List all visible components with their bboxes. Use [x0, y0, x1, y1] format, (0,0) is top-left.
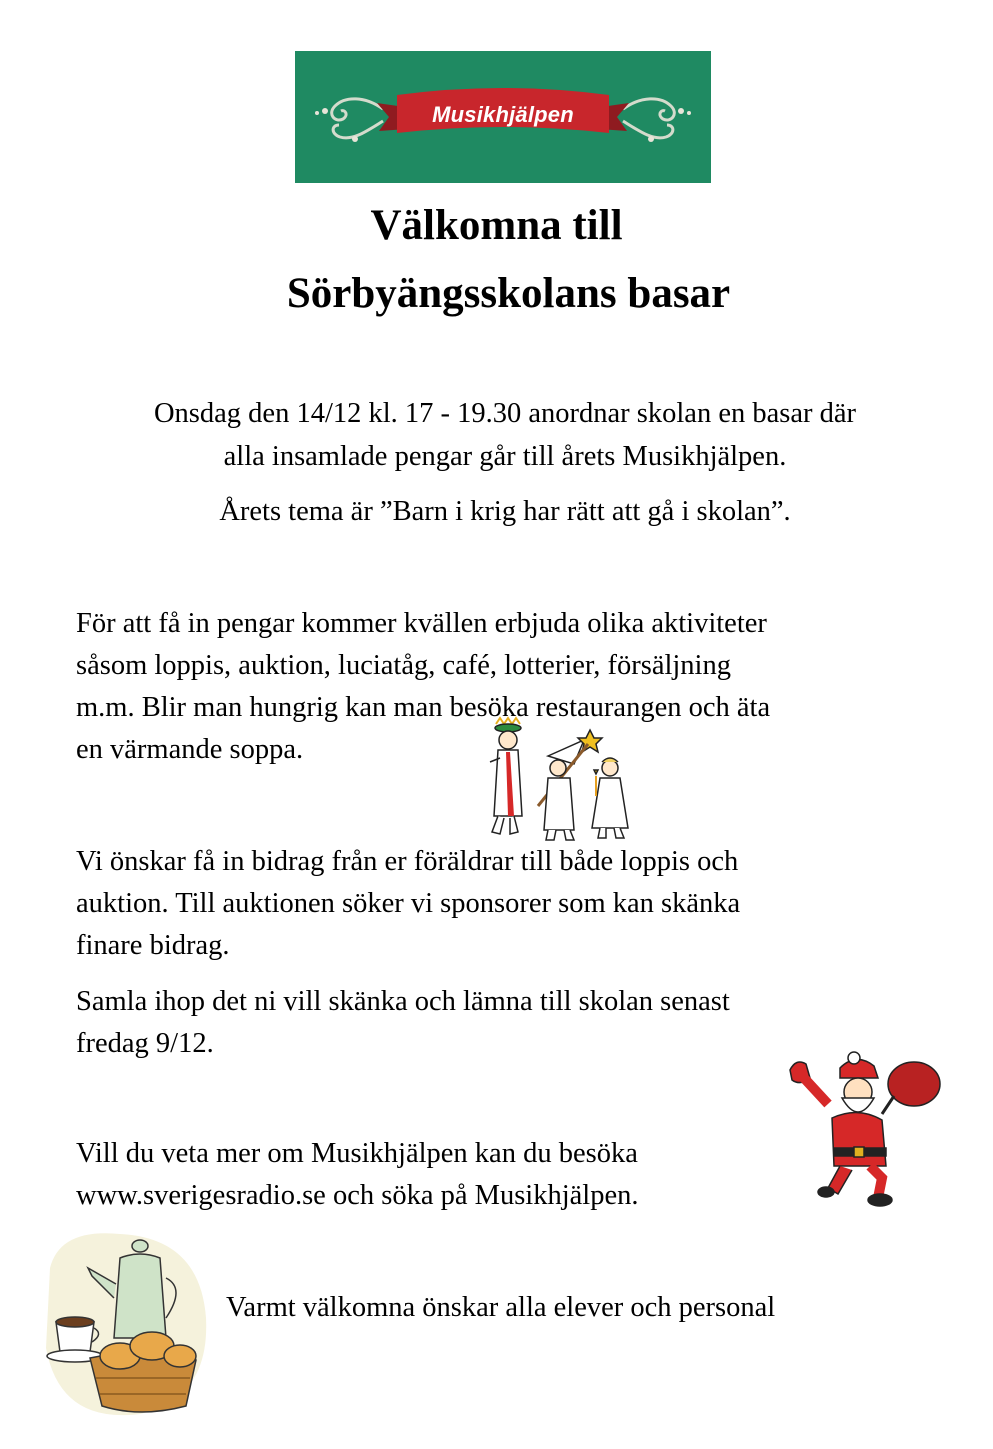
donations-line-1: Vi önskar få in bidrag från er föräldrar till både loppis och [76, 846, 739, 877]
coffee-and-buns-icon [40, 1228, 210, 1420]
intro-line-2: alla insamlade pengar går till årets Musikhjälpen. [223, 441, 787, 472]
page-title-line-1: Välkomna till [370, 202, 623, 249]
info-line-1: Vill du veta mer om Musikhjälpen kan du besöka [76, 1138, 638, 1169]
closing-text: Varmt välkomna önskar alla elever och personal [226, 1292, 776, 1323]
intro-line-1: Onsdag den 14/12 kl. 17 - 19.30 anordnar skolan en basar där [153, 398, 857, 429]
musikhjalpen-logo [295, 51, 711, 183]
donations-line-3: finare bidrag. [76, 930, 230, 961]
deadline-line-2: fredag 9/12. [76, 1028, 214, 1059]
activities-line-3: m.m. Blir man hungrig kan man besöka restaurangen och äta [76, 692, 771, 723]
activities-line-4: en värmande soppa. [76, 734, 304, 765]
logo-text: Musikhjälpen [432, 102, 574, 127]
intro-theme: Årets tema är ”Barn i krig har rätt att gå i skolan”. [219, 496, 791, 527]
lucia-procession-icon [478, 716, 638, 848]
info-line-2: www.sverigesradio.se och söka på Musikhjälpen. [76, 1180, 639, 1211]
activities-line-2: såsom loppis, auktion, luciatåg, café, lotterier, försäljning [76, 650, 731, 681]
deadline-line-1: Samla ihop det ni vill skänka och lämna till skolan senast [76, 986, 730, 1017]
activities-line-1: För att få in pengar kommer kvällen erbjuda olika aktiviteter [76, 608, 767, 639]
page-title-line-2: Sörbyängsskolans basar [286, 270, 731, 317]
donations-line-2: auktion. Till auktionen söker vi sponsorer som kan skänka [76, 888, 741, 919]
